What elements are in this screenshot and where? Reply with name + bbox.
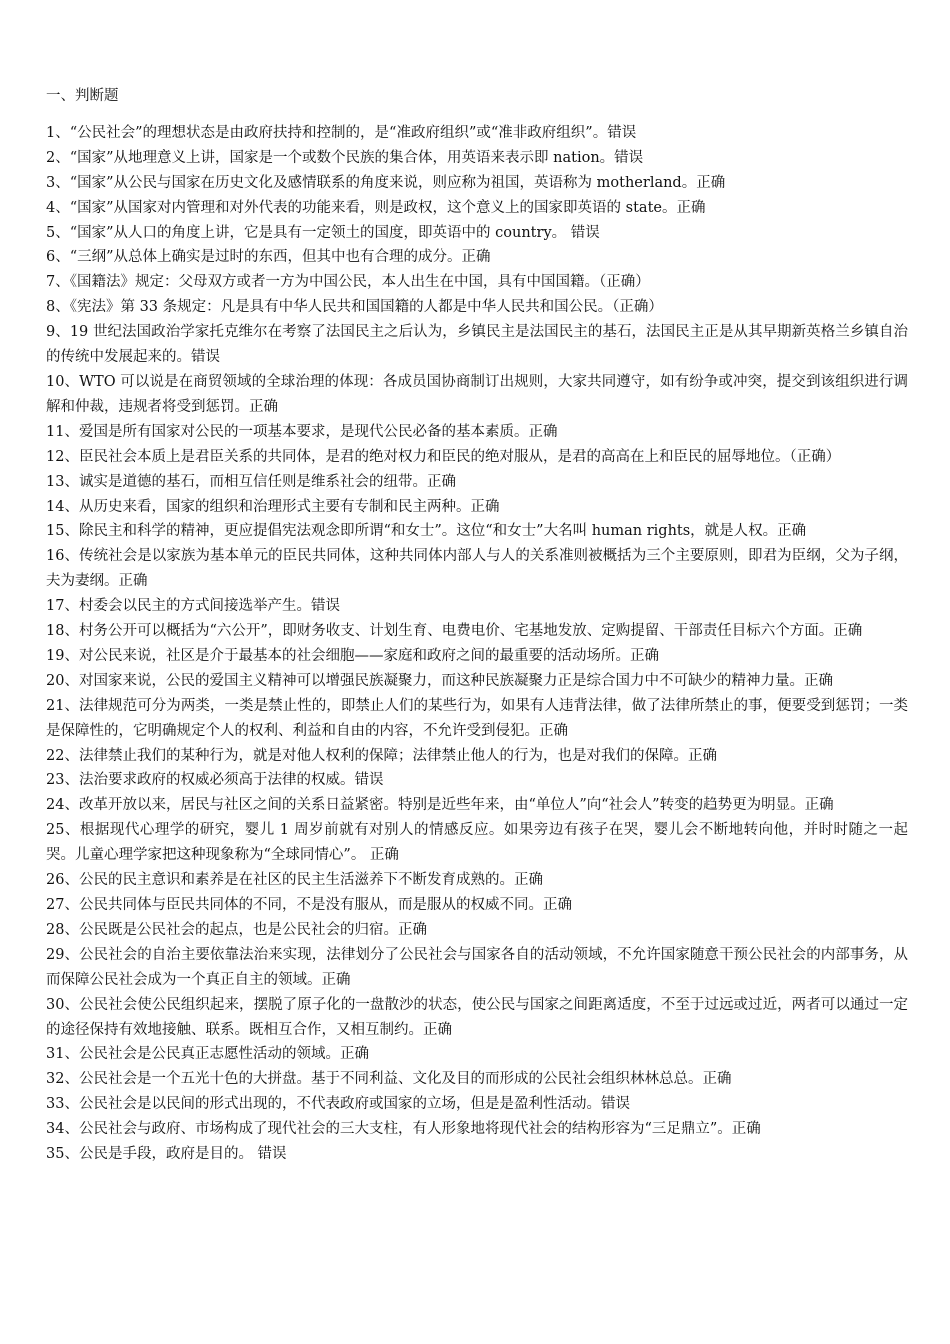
question-item: 17、村委会以民主的方式间接选举产生。错误 — [46, 598, 340, 615]
question-item: 15、除民主和科学的精神，更应提倡宪法观念即所谓“和女士”。这位“和女士”大名叫 human rights，就是人权。正确 — [46, 523, 807, 540]
question-item: 18、村务公开可以概括为“六公开”，即财务收支、计划生育、电费电价、宅基地发放、定购提留、干部责任目标六个方面。正确 — [46, 623, 863, 640]
question-item: 14、从历史来看，国家的组织和治理形式主要有专制和民主两种。正确 — [46, 498, 500, 515]
question-item: 31、公民社会是公民真正志愿性活动的领域。正确 — [46, 1046, 369, 1063]
question-item: 16、传统社会是以家族为基本单元的臣民共同体，这种共同体内部人与人的关系准则被概括为三个主要原则，即君为臣纲，父为子纲，夫为妻纲。正确 — [46, 548, 908, 590]
question-item: 19、对公民来说，社区是介于最基本的社会细胞——家庭和政府之间的最重要的活动场所。正确 — [46, 647, 659, 664]
question-item: 33、公民社会是以民间的形式出现的，不代表政府或国家的立场，但是是盈利性活动。错误 — [46, 1096, 630, 1113]
question-item: 10、WTO 可以说是在商贸领域的全球治理的体现：各成员国协商制订出规则，大家共同遵守，如有纷争或冲突，提交到该组织进行调解和仲裁，违规者将受到惩罚。正确 — [46, 373, 908, 415]
question-item: 1、“公民社会”的理想状态是由政府扶持和控制的，是“准政府组织”或“准非政府组织”。错误 — [46, 124, 637, 141]
question-item: 27、公民共同体与臣民共同体的不同，不是没有服从，而是服从的权威不同。正确 — [46, 897, 572, 913]
question-item: 26、公民的民主意识和素养是在社区的民主生活滋养下不断发育成熟的。正确 — [46, 872, 543, 889]
question-item: 12、臣民社会本质上是君臣关系的共同体，是君的绝对权力和臣民的绝对服从，是君的高高在上和臣民的屈辱地位。（正确） — [46, 448, 841, 465]
question-item: 34、公民社会与政府、市场构成了现代社会的三大支柱，有人形象地将现代社会的结构形容为“三足鼎立”。正确 — [46, 1121, 761, 1138]
question-item: 9、19 世纪法国政治学家托克维尔在考察了法国民主之后认为，乡镇民主是法国民主的基石，法国民主正是从其早期新英格兰乡镇自治的传统中发展起来的。错误 — [46, 324, 908, 366]
question-item: 11、爱国是所有国家对公民的一项基本要求，是现代公民必备的基本素质。正确 — [46, 423, 558, 440]
question-item: 32、公民社会是一个五光十色的大拼盘。基于不同利益、文化及目的而形成的公民社会组织林林总总。正确 — [46, 1071, 732, 1088]
question-item: 22、法律禁止我们的某种行为，就是对他人权利的保障；法律禁止他人的行为，也是对我们的保障。正确 — [46, 747, 717, 764]
question-item: 4、“国家”从国家对内管理和对外代表的功能来看，则是政权，这个意义上的国家即英语的 state。正确 — [46, 199, 706, 216]
section-title: 一、判断题 — [46, 88, 119, 104]
question-item: 24、改革开放以来，居民与社区之间的关系日益紧密。特别是近些年来，由“单位人”向“社会人”转变的趋势更为明显。正确 — [46, 797, 834, 814]
question-item: 13、诚实是道德的基石，而相互信任则是维系社会的纽带。正确 — [46, 473, 456, 490]
question-item: 8、《宪法》第 33 条规定：凡是具有中华人民共和国国籍的人都是中华人民共和国公民。（正确） — [46, 299, 663, 316]
question-item: 30、公民社会使公民组织起来，摆脱了原子化的一盘散沙的状态，使公民与国家之间距离适度，不至于过远或过近，两者可以通过一定的途径保持有效地接触、联系。既相互合作，又相互制约。正确 — [46, 996, 908, 1038]
question-list — [46, 121, 908, 1167]
question-item: 28、公民既是公民社会的起点，也是公民社会的归宿。正确 — [46, 921, 427, 938]
document-page — [46, 84, 908, 1167]
question-item: 23、法治要求政府的权威必须高于法律的权威。错误 — [46, 772, 384, 789]
question-item: 35、公民是手段，政府是目的。 错误 — [46, 1146, 287, 1163]
question-item: 3、“国家”从公民与国家在历史文化及感情联系的角度来说，则应称为祖国，英语称为 motherland。正确 — [46, 174, 726, 191]
question-item: 2、“国家”从地理意义上讲，国家是一个或数个民族的集合体，用英语来表示即 nation。错误 — [46, 149, 644, 166]
question-item: 21、法律规范可分为两类，一类是禁止性的，即禁止人们的某些行为，如果有人违背法律，做了法律所禁止的事，便要受到惩罚；一类是保障性的，它明确规定个人的权利、利益和自由的内容，不允许受到侵犯。正确 — [46, 697, 908, 739]
question-item: 5、“国家”从人口的角度上讲，它是具有一定领土的国度，即英语中的 country。 错误 — [46, 224, 600, 241]
question-item: 29、公民社会的自治主要依靠法治来实现，法律划分了公民社会与国家各自的活动领域，不允许国家随意干预公民社会的内部事务，从而保障公民社会成为一个真正自主的领域。正确 — [46, 946, 908, 988]
question-item: 6、“三纲”从总体上确实是过时的东西，但其中也有合理的成分。正确 — [46, 249, 491, 266]
question-item: 25、根据现代心理学的研究，婴儿 1 周岁前就有对别人的情感反应。如果旁边有孩子在哭，婴儿会不断地转向他，并时时随之一起哭。儿童心理学家把这种现象称为“全球同情心”。 正确 — [46, 822, 908, 864]
question-item: 7、《国籍法》规定：父母双方或者一方为中国公民，本人出生在中国，具有中国国籍。（正确） — [46, 274, 650, 291]
question-item: 20、对国家来说，公民的爱国主义精神可以增强民族凝聚力，而这种民族凝聚力正是综合国力中不可缺少的精神力量。正确 — [46, 672, 833, 689]
